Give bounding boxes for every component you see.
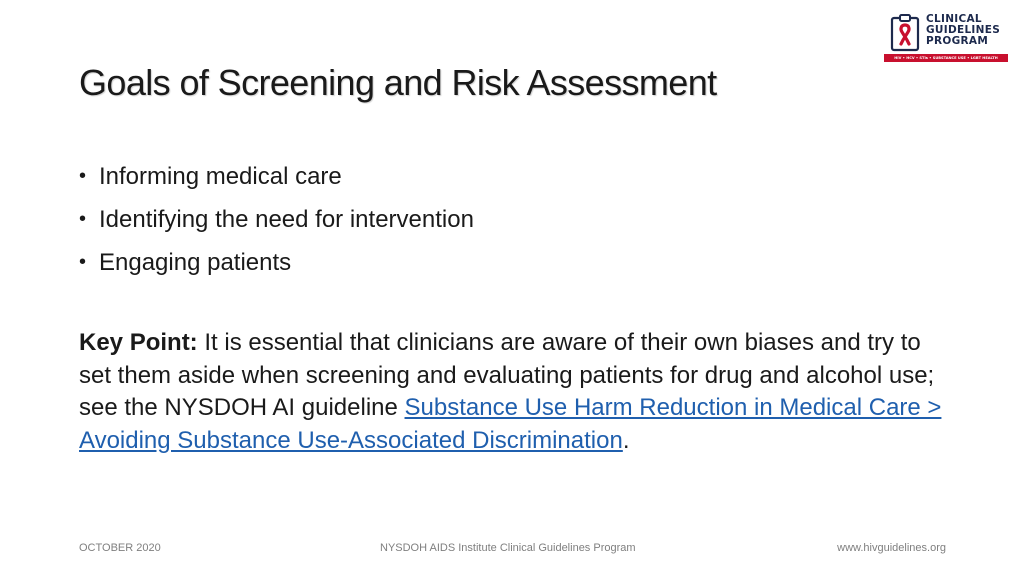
guideline-link[interactable]: Substance Use Harm Reduction in Medical Care > Avoiding Substance Use-Associated Discrimination bbox=[79, 394, 942, 454]
bullet-symbol: • bbox=[79, 251, 87, 273]
logo-line-1: CLINICAL bbox=[926, 13, 982, 25]
key-point-paragraph bbox=[79, 327, 949, 457]
key-point-label: Key Point: bbox=[79, 329, 198, 356]
logo-wordmark bbox=[926, 14, 1000, 47]
bullet-list bbox=[79, 155, 474, 284]
bullet-text: Identifying the need for intervention bbox=[99, 206, 474, 233]
key-point-period: . bbox=[622, 426, 630, 454]
bullet-text: Informing medical care bbox=[99, 163, 342, 190]
bullet-item bbox=[79, 155, 474, 198]
bullet-item bbox=[79, 241, 474, 284]
footer-website: www.hivguidelines.org bbox=[837, 542, 946, 554]
clinical-guidelines-program-logo bbox=[884, 10, 1008, 64]
bullet-symbol: • bbox=[79, 208, 87, 230]
logo-topics-strip: HIV • HCV • STIs • SUBSTANCE USE • LGBT HEALTH bbox=[884, 54, 1008, 62]
key-point-text: It is essential that clinicians are aware of their own biases and try to set them aside when screening and evaluating patients for drug and alcohol use; see the NYSDOH AI guideline bbox=[79, 329, 935, 421]
bullet-item bbox=[79, 198, 474, 241]
awareness-ribbon-icon bbox=[890, 14, 922, 54]
logo-line-2: GUIDELINES bbox=[926, 24, 1001, 36]
bullet-symbol: • bbox=[79, 165, 87, 187]
logo-line-3: PROGRAM bbox=[926, 35, 989, 47]
footer-program-name: NYSDOH AIDS Institute Clinical Guidelines Program bbox=[380, 542, 636, 554]
slide-title: Goals of Screening and Risk Assessment bbox=[79, 62, 717, 103]
bullet-text: Engaging patients bbox=[99, 249, 292, 276]
footer-date: OCTOBER 2020 bbox=[79, 542, 161, 554]
